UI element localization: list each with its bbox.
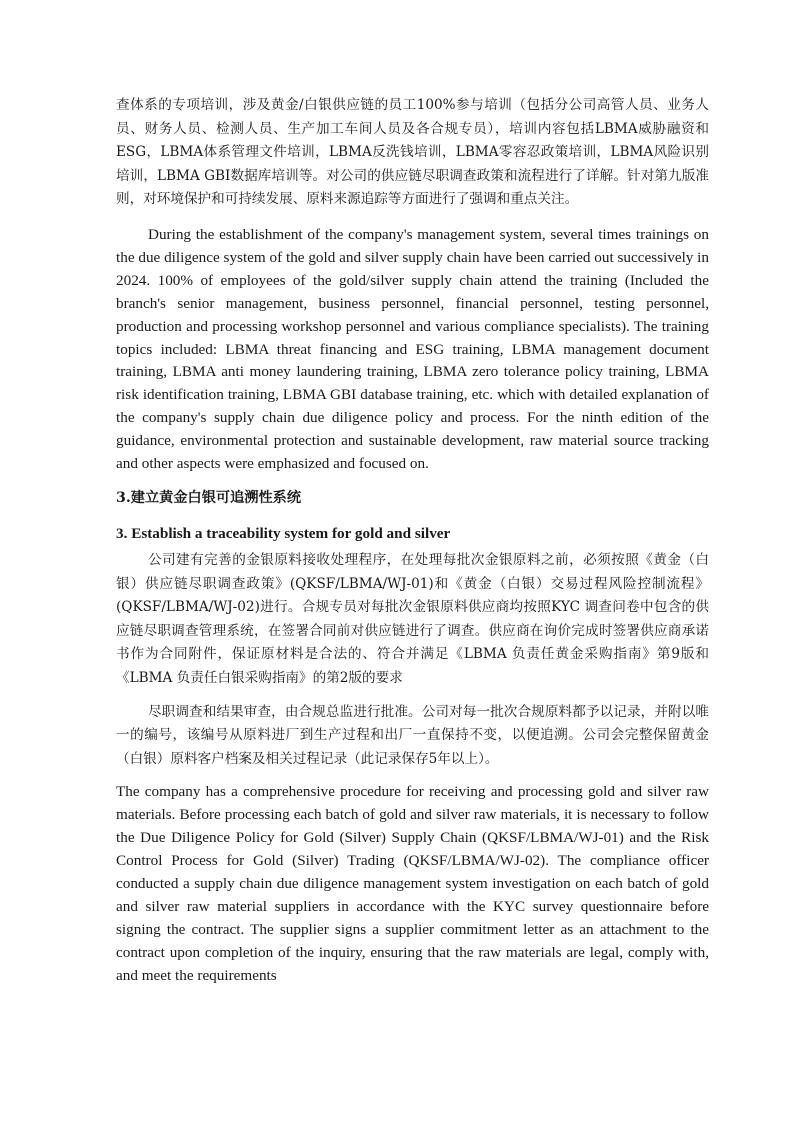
section-heading-en: 3. Establish a traceability system for gold and silver [116,524,451,542]
document-page [116,94,709,987]
paragraph-procedure-en: The company has a comprehensive procedure for receiving and processing gold and silver raw materials. Before processing each batch of gold and silver raw materials, it is necessary to follow the Due Diligence Policy for Gold (Silver) Supply Chain (QKSF/LBMA/WJ-01) and the Risk Control Process for Gold (Silver) Trading (QKSF/LBMA/WJ-02). The compliance officer conducted a supply chain due diligence management system investigation on each batch of gold and silver raw material suppliers in accordance with the KYC survey questionnaire before signing the contract. The supplier signs a supplier commitment letter as an attachment to the contract upon completion of the inquiry, ensuring that the raw materials are legal, comply with, and meet the requirements [116,783,709,984]
paragraph-procedure-zh: 公司建有完善的金银原料接收处理程序，在处理每批次金银原料之前，必须按照《黄金（白银）供应链尽职调查政策》(QKSF/LBMA/WJ-01)和《黄金（白银）交易过程风险控制流程》(QKSF/LBMA/WJ-02)进行。合规专员对每批次金银原料供应商均按照KYC 调查问卷中包含的供应链尽职调查管理系统，在签署合同前对供应链进行了调查。供应商在询价完成时签署供应商承诺书作为合同附件，保证原材料是合法的、符合并满足《LBMA 负责任黄金采购指南》第9版和《LBMA 负责任白银采购指南》的第2版的要求 [116,551,709,686]
paragraph-training-en: During the establishment of the company's management system, several times trainings on the due diligence system of the gold and silver supply chain have been carried out successively in 2024. 100% of employees of the gold/silver supply chain attend the training (Included the branch's senior management, business personnel, financial personnel, testing personnel, production and processing workshop personnel and various compliance specialists). The training topics included: LBMA threat financing and ESG training, LBMA management document training, LBMA anti money laundering training, LBMA zero tolerance policy training, LBMA risk identification training, LBMA GBI database training, etc. which with detailed explanation of the company's supply chain due diligence policy and process. For the ninth edition of the guidance, environmental protection and sustainable development, raw material source tracking and other aspects were emphasized and focused on. [116,225,709,473]
section-heading-zh: 3.建立黄金白银可追溯性系统 [116,489,302,506]
paragraph-records-zh: 尽职调查和结果审查，由合规总监进行批准。公司对每一批次合规原料都予以记录，并附以唯一的编号，该编号从原料进厂到生产过程和出厂一直保持不变，以便追溯。公司会完整保留黄金（白银）原料客户档案及相关过程记录（此记录保存5年以上）。 [116,703,709,767]
paragraph-training-zh: 查体系的专项培训，涉及黄金/白银供应链的员工100%参与培训（包括分公司高管人员、业务人员、财务人员、检测人员、生产加工车间人员及各合规专员），培训内容包括LBMA威胁融资和ESG，LBMA体系管理文件培训，LBMA反洗钱培训，LBMA零容忍政策培训，LBMA风险识别培训，LBMA GBI数据库培训等。对公司的供应链尽职调查政策和流程进行了详解。针对第九版准则，对环境保护和可持续发展、原料来源追踪等方面进行了强调和重点关注。 [116,97,709,208]
